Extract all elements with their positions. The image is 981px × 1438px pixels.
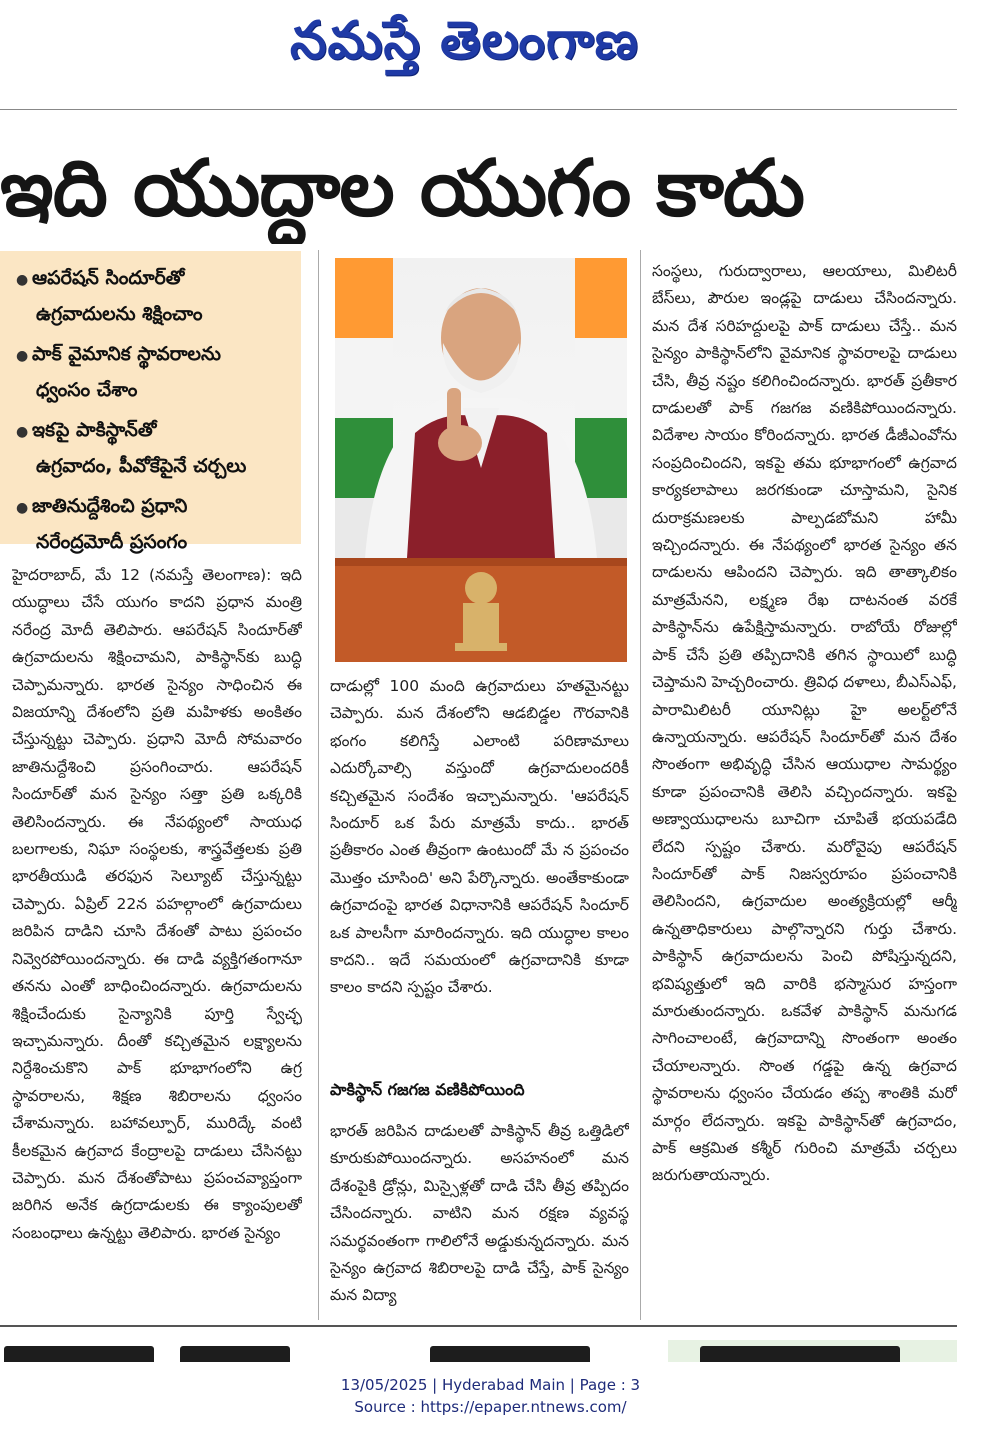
footer-source: Source : https://epaper.ntnews.com/ <box>354 1398 627 1416</box>
highlight-item <box>16 337 293 407</box>
highlight-line: ఉగ్రవాదులను శిక్షించాం <box>36 303 203 325</box>
bottom-divider <box>0 1325 957 1327</box>
masthead-logo: నమస్తే తెలంగాణ <box>290 11 639 71</box>
highlight-line: పాక్ వైమానిక స్థావరాలను <box>32 343 221 365</box>
article-column-2: దాడుల్లో 100 మంది ఉగ్రవాదులు హతమైనట్టు చెప్పారు. మన దేశంలోని ఆడబిడ్డల గౌరవానికి భంగం కలిగిస్తే ఎలాంటి పరిణామాలు ఎదుర్కోవాల్సి వస్తుందో ఉగ్రవాదులందరికీ కచ్చితమైన సందేశం ఇచ్చామన్నారు. 'ఆపరేషన్ సిందూర్ ఒక పేరు మాత్రమే కాదు.. భారత్ ప్రతీకారం ఎంత తీవ్రంగా ఉంటుందో మే న ప్రపంచం మొత్తం చూసింది' అని పేర్కొన్నారు. అంతేకాకుండా ఉగ్రవాదంపై భారత విధానానికి ఆపరేషన్ సిందూర్ ఒక పాలసీగా మారిందన్నారు. ఇది యుద్ధాల కాలం కాదని.. ఇదే సమయంలో ఉగ్రవాదానికి కూడా కాలం కాదని స్పష్టం చేశారు. <box>330 677 629 997</box>
highlight-item <box>16 261 293 331</box>
subheading: పాకిస్థాన్ గజగజ వణికిపోయింది <box>330 1080 525 1099</box>
headline: ఇది యుద్ధాల యుగం కాదు <box>0 144 804 234</box>
highlight-line: ఆపరేషన్ సిందూర్‌తో <box>32 267 185 289</box>
bullet-icon: ● <box>16 424 29 440</box>
bullet-icon: ● <box>16 348 29 364</box>
highlight-line: ఉగ్రవాదం, పీవోకేపైనే చర్చలు <box>36 455 247 477</box>
column-divider <box>318 250 319 1320</box>
column-divider <box>640 250 641 1320</box>
bullet-icon: ● <box>16 272 29 288</box>
footer-date-edition: 13/05/2025 | Hyderabad Main | Page : 3 <box>340 1376 641 1394</box>
highlight-item <box>16 413 293 483</box>
photo-illustration <box>335 258 627 662</box>
modi-photo <box>335 258 627 662</box>
article-column-1: హైదరాబాద్, మే 12 (నమస్తే తెలంగాణ): ఇది యుద్ధాలు చేసే యుగం కాదని ప్రధాన మంత్రి నరేంద్ర మోదీ తెలిపారు. ఆపరేషన్ సిందూర్‌తో ఉగ్రవాదులను శిక్షించామని, పాకిస్థాన్‌కు బుద్ధి చెప్పామన్నారు. భారత సైన్యం సాధించిన ఈ విజయాన్ని దేశంలోని ప్రతి మహిళకు అంకితం చేస్తున్నట్టు చెప్పారు. ప్రధాని మోదీ సోమవారం జాతినుద్దేశించి ప్రసంగించారు. ఆపరేషన్ సిందూర్‌తో మన సైన్యం సత్తా ప్రతి ఒక్కరికి తెలిసిందన్నారు. ఈ నేపథ్యంలో సాయుధ బలగాలకు, నిఘా సంస్థలకు, శాస్త్రవేత్తలకు ప్రతి భారతీయుడి తరఫున సెల్యూట్ చేస్తున్నట్టు చెప్పారు. ఏప్రిల్ 22న పహల్గాంలో ఉగ్రవాదులు జరిపిన దాడిని చూసి దేశంతో పాటు ప్రపంచం నివ్వెరపోయిందన్నారు. ఈ దాడి వ్యక్తిగతంగానూ తనను ఎంతో బాధించిందన్నారు. ఉగ్రవాదులను శిక్షించేందుకు సైన్యానికి పూర్తి స్వేచ్ఛ ఇచ్చామన్నారు. దీంతో కచ్చితమైన లక్ష్యాలను నిర్దేశించుకొని పాక్ భూభాగంలోని ఉగ్ర స్థావరాలను, శిక్షణ శిబిరాలను ధ్వంసం చేశామన్నారు. బహావల్పూర్, మురిద్కే వంటి కీలకమైన ఉగ్రవాద కేంద్రాలపై దాడులు చేసినట్టు చెప్పారు. మన దేశంతోపాటు ప్రపంచవ్యాప్తంగా జరిగిన అనేక ఉగ్రదాడులకు ఈ క్యాంపులతో సంబంధాలు ఉన్నట్టు తెలిపారు. భారత సైన్యం <box>12 566 302 1242</box>
next-article-strip <box>0 1340 957 1362</box>
highlight-line: ఇకపై పాకిస్థాన్‌తో <box>32 419 157 441</box>
highlight-line: జాతినుద్దేశించి ప్రధాని <box>32 495 188 517</box>
bullet-icon: ● <box>16 500 29 516</box>
page-footer <box>0 1374 981 1418</box>
highlights-box <box>0 251 301 553</box>
top-divider <box>0 109 957 110</box>
article-column-3: సంస్థలు, గురుద్వారాలు, ఆలయాలు, మిలిటరీ బేస్‌లు, పౌరుల ఇండ్లపై దాడులు చేసిందన్నారు. మన దేశ సరిహద్దులపై పాక్ దాడులు చేస్తే.. మన సైన్యం పాకిస్థాన్‌లోని వైమానిక స్థావరాలపై దాడులు చేసి, తీవ్ర నష్టం కలిగించిందన్నారు. భారత్ ప్రతీకార దాడులతో పాక్ గజగజ వణికిపోయిందన్నారు. విదేశాల సాయం కోరిందన్నారు. భారత డీజీఎంవోను సంప్రదించిందని, ఇకపై తమ భూభాగంలో ఉగ్రవాద కార్యకలాపాలు జరగకుండా చూస్తామని, సైనిక దురాక్రమణలకు పాల్పడబోమని హామీ ఇచ్చిందన్నారు. ఈ నేపథ్యంలో భారత సైన్యం తన దాడులను ఆపిందని చెప్పారు. ఇది తాత్కాలికం మాత్రమేనని, లక్ష్మణ రేఖ దాటనంత వరకే పాకిస్థాన్‌ను ఉపేక్షిస్తామన్నారు. రాబోయే రోజుల్లో పాక్ చేసే ప్రతి తప్పిదానికి తగిన స్థాయిలో బుద్ధి చెప్తామని హెచ్చరించారు. త్రివిధ దళాలు, బీఎస్‌ఎఫ్, పారామిలిటరీ యూనిట్లు హై అలర్ట్‌లోనే ఉన్నాయన్నారు. ఆపరేషన్ సిందూర్‌తో మన దేశం సొంతంగా అభివృద్ధి చేసిన ఆయుధాల సామర్థ్యం కూడా ప్రపంచానికి తెలిసి వచ్చిందన్నారు. ఇకపై అణ్వాయుధాలను బూచిగా చూపితే భయపడేది లేదని స్పష్టం చేశారు. మరోవైపు ఆపరేషన్ సిందూర్‌తో పాక్ నిజస్వరూపం ప్రపంచానికి తెలిసిందని, ఉగ్రవాదుల అంత్యక్రియల్లో ఆర్మీ ఉన్నతాధికారులు పాల్గొన్నారని గుర్తు చేశారు. పాకిస్థాన్ ఉగ్రవాదులను పెంచి పోషిస్తున్నదని, భవిష్యత్తులో ఇది వారికి భస్మాసుర హస్తంగా మారుతుందన్నారు. ఒకవేళ పాకిస్థాన్ మనుగడ సాగించాలంటే, ఉగ్రవాదాన్ని సొంతంగా అంతం చేయాలన్నారు. సొంత గడ్డపై ఉన్న ఉగ్రవాద స్థావరాలను ధ్వంసం చేయడం తప్ప శాంతికి మరో మార్గం లేదన్నారు. ఇకపై పాకిస్థాన్‌తో ఉగ్రవాదం, పాక్ ఆక్రమిత కశ్మీర్ గురించి మాత్రమే చర్చలు జరుగుతాయన్నారు. <box>652 262 957 1185</box>
highlight-item <box>16 489 293 559</box>
highlight-line: నరేంద్రమోదీ ప్రసంగం <box>36 531 188 553</box>
highlight-line: ధ్వంసం చేశాం <box>36 379 138 401</box>
article-column-2-continued: భారత్ జరిపిన దాడులతో పాకిస్థాన్ తీవ్ర ఒత్తిడిలో కూరుకుపోయిందన్నారు. అసహనంలో మన దేశంపైకి డ్రోన్లు, మిస్సైళ్లతో దాడి చేసి తీవ్ర తప్పిదం చేసిందన్నారు. వాటిని మన రక్షణ వ్యవస్థ సమర్థవంతంగా గాలిలోనే అడ్డుకున్నదన్నారు. మన సైన్యం ఉగ్రవాద శిబిరాలపై దాడి చేస్తే, పాక్ సైన్యం మన విద్యా <box>330 1122 629 1305</box>
